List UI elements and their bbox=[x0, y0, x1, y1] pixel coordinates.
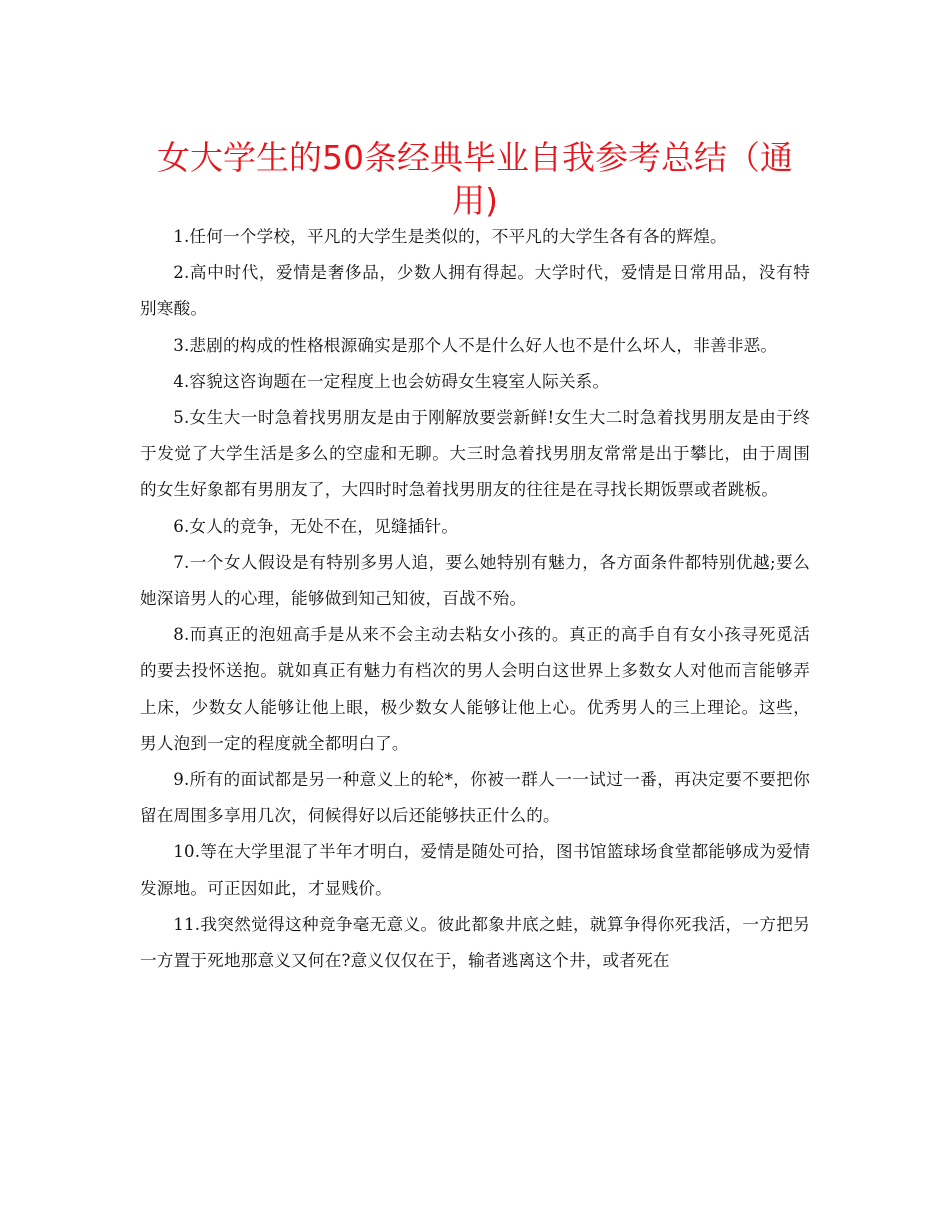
document-body bbox=[140, 219, 810, 979]
paragraph-3: 3.悲剧的构成的性格根源确实是那个人不是什么好人也不是什么坏人，非善非恶。 bbox=[173, 335, 778, 355]
paragraph-9: 9.所有的面试都是另一种意义上的轮*，你被一群人一一试过一番，再决定要不要把你留在周围多享用几次，伺候得好以后还能够扶正什么的。 bbox=[140, 770, 810, 826]
paragraph-5: 5.女生大一时急着找男朋友是由于刚解放要尝新鲜!女生大二时急着找男朋友是由于终于发觉了大学生活是多么的空虚和无聊。大三时急着找男朋友常常是出于攀比，由于周围的女生好象都有男朋友了，大四时时急着找男朋友的往往是在寻找长期饭票或者跳板。 bbox=[140, 408, 810, 500]
paragraph-8: 8.而真正的泡妞高手是从来不会主动去粘女小孩的。真正的高手自有女小孩寻死觅活的要去投怀送抱。就如真正有魅力有档次的男人会明白这世界上多数女人对他而言能够弄上床，少数女人能够让他上眼，极少数女人能够让他上心。优秀男人的三上理论。这些，男人泡到一定的程度就全都明白了。 bbox=[140, 625, 810, 753]
paragraph-4: 4.容貌这咨询题在一定程度上也会妨碍女生寝室人际关系。 bbox=[173, 371, 610, 391]
paragraph-7: 7.一个女人假设是有特别多男人追，要么她特别有魅力，各方面条件都特别优越;要么她深谙男人的心理，能够做到知己知彼，百战不殆。 bbox=[140, 552, 810, 609]
document-title: 女大学生的50条经典毕业自我参考总结（通用) bbox=[157, 138, 793, 220]
paragraph-10: 10.等在大学里混了半年才明白，爱情是随处可拾，图书馆篮球场食堂都能够成为爱情发源地。可正因如此，才显贱价。 bbox=[140, 842, 810, 898]
paragraph-11: 11.我突然觉得这种竞争毫无意义。彼此都象井底之蛙，就算争得你死我活，一方把另一方置于死地那意义又何在?意义仅仅在于，输者逃离这个井，或者死在 bbox=[140, 914, 810, 971]
paragraph-1: 1.任何一个学校，平凡的大学生是类似的，不平凡的大学生各有各的辉煌。 bbox=[173, 227, 727, 246]
paragraph-6: 6.女人的竞争，无处不在，见缝插针。 bbox=[173, 516, 459, 536]
paragraph-2: 2.高中时代，爱情是奢侈品，少数人拥有得起。大学时代，爱情是日常用品，没有特别寒酸。 bbox=[140, 263, 810, 319]
